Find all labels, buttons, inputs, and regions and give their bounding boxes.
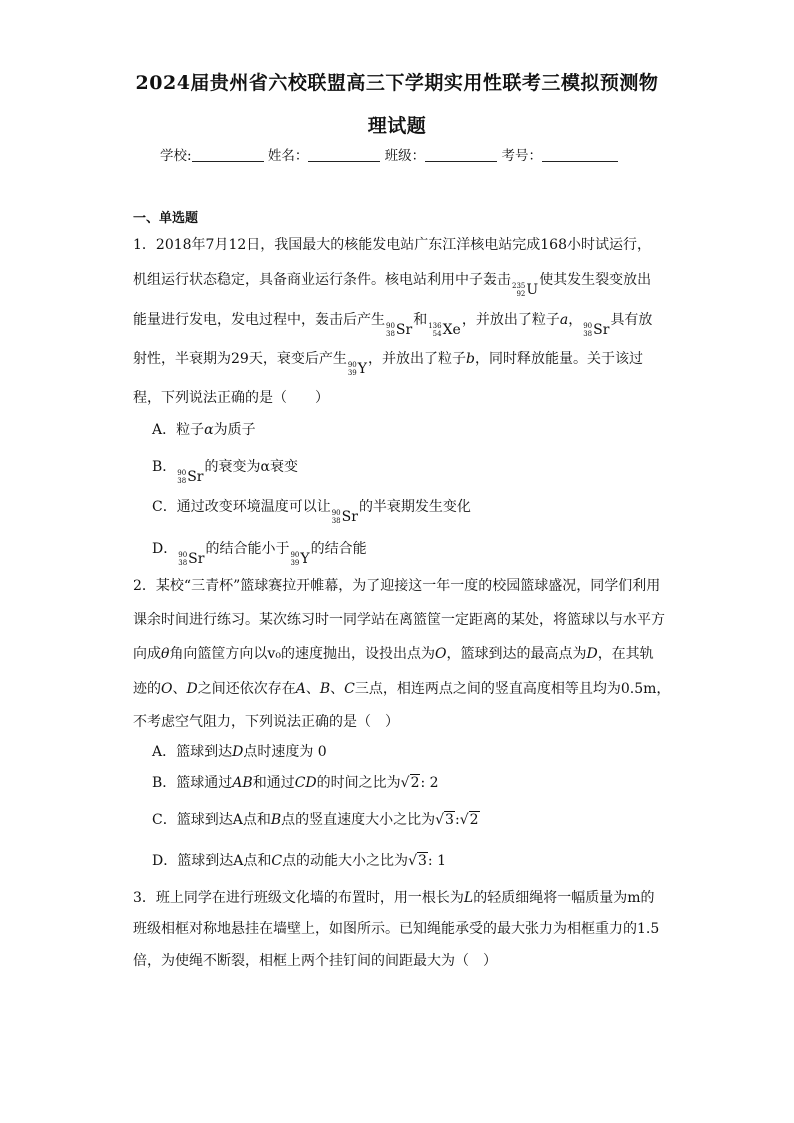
sqrt-symbol: √3: [435, 812, 454, 828]
q1-line1: 1．2018年7月12日，我国最大的核能发电站广东江洋核电站完成168小时试运行，: [133, 237, 651, 253]
q1-line4: 射性，半衰期为29天，衰变后产生 90 39 Y ，并放出了粒子b，同时释放能量。关于该过: [133, 351, 643, 377]
q2-line1: 2．某校“三青杯”篮球赛拉开帷幕，为了迎接这一年一度的校园篮球盛况，同学们利用: [133, 578, 661, 594]
nuclide-Xe: 136 54 Xe: [428, 322, 461, 338]
exam-title-line2: 理试题: [367, 115, 427, 137]
q2-line3: 向成θ角向篮筐方向以v₀的速度抛出，设投出点为O，篮球到达的最高点为D，在其轨: [133, 646, 654, 662]
q3-line2: 班级相框对称地悬挂在墙壁上，如图所示。已知绳能承受的最大张力为相框重力的1.5: [133, 921, 660, 937]
sqrt-symbol: √2: [459, 812, 479, 828]
nuclide-Sr: 90 38 Sr: [583, 322, 610, 338]
q2-option-b[interactable]: B．篮球通过AB和通过CD的时间之比为√2: 2: [152, 775, 439, 791]
q2-option-a[interactable]: A．篮球到达D点时速度为 0: [152, 744, 327, 760]
exam-title-line1: 2024届贵州省六校联盟高三下学期实用性联考三模拟预测物: [135, 72, 659, 94]
q2-option-d[interactable]: D．篮球到达A点和C点的动能大小之比为√3: 1: [152, 853, 446, 869]
q1-option-b[interactable]: B． 90 38 Sr 的衰变为α衰变: [152, 459, 298, 485]
q1-option-d[interactable]: D． 90 38 Sr 的结合能小于 90 39 Y 的结合能: [152, 541, 367, 567]
q2-option-c[interactable]: C．篮球到达A点和B点的竖直速度大小之比为√3:√2: [152, 812, 479, 828]
school-label: 学校:: [160, 148, 192, 164]
q1-option-c[interactable]: C．通过改变环境温度可以让 90 38 Sr 的半衰期发生变化: [152, 499, 471, 525]
q1-line5: 程，下列说法正确的是（ ）: [133, 390, 329, 406]
q2-line2: 课余时间进行练习。某次练习时一同学站在离篮筐一定距离的某处，将篮球以与水平方: [133, 612, 665, 628]
q2-line5: 不考虑空气阻力，下列说法正确的是（ ）: [133, 714, 399, 730]
q1-option-a[interactable]: A．粒子α为质子: [152, 422, 256, 438]
school-field[interactable]: [192, 147, 264, 162]
nuclide-Sr: 90 38 Sr: [386, 322, 413, 338]
class-label: 班级：: [384, 148, 426, 164]
nuclide-U: 235 92 U: [512, 282, 539, 298]
number-field[interactable]: [542, 147, 618, 162]
section-heading: 一、单选题: [133, 211, 199, 226]
q3-line3: 倍，为使绳不断裂，相框上两个挂钉间的间距最大为（ ）: [133, 953, 497, 969]
name-label: 姓名：: [267, 148, 309, 164]
q1-line3: 能量进行发电，发电过程中，轰击后产生 90 38 Sr 和 136 54 Xe ，并放出了粒子a， 90 38 Sr 具有放: [133, 312, 653, 338]
sqrt-symbol: √2: [400, 775, 420, 791]
q2-line4: 迹的O、D之间还依次存在A、B、C三点，相连两点之间的竖直高度相等且均为0.5m，: [133, 681, 671, 697]
nuclide-Y: 90 39 Y: [347, 361, 367, 377]
q1-line2: 机组运行状态稳定，具备商业运行条件。核电站利用中子轰击 235 92 U 使其发生裂变放出: [133, 272, 652, 298]
number-label: 考号：: [501, 148, 542, 164]
name-field[interactable]: [308, 147, 380, 162]
sqrt-symbol: √3: [408, 853, 427, 869]
student-info: [160, 144, 618, 164]
q3-line1: 3．班上同学在进行班级文化墙的布置时，用一根长为L的轻质细绳将一幅质量为m的: [133, 890, 655, 906]
class-field[interactable]: [425, 147, 497, 162]
